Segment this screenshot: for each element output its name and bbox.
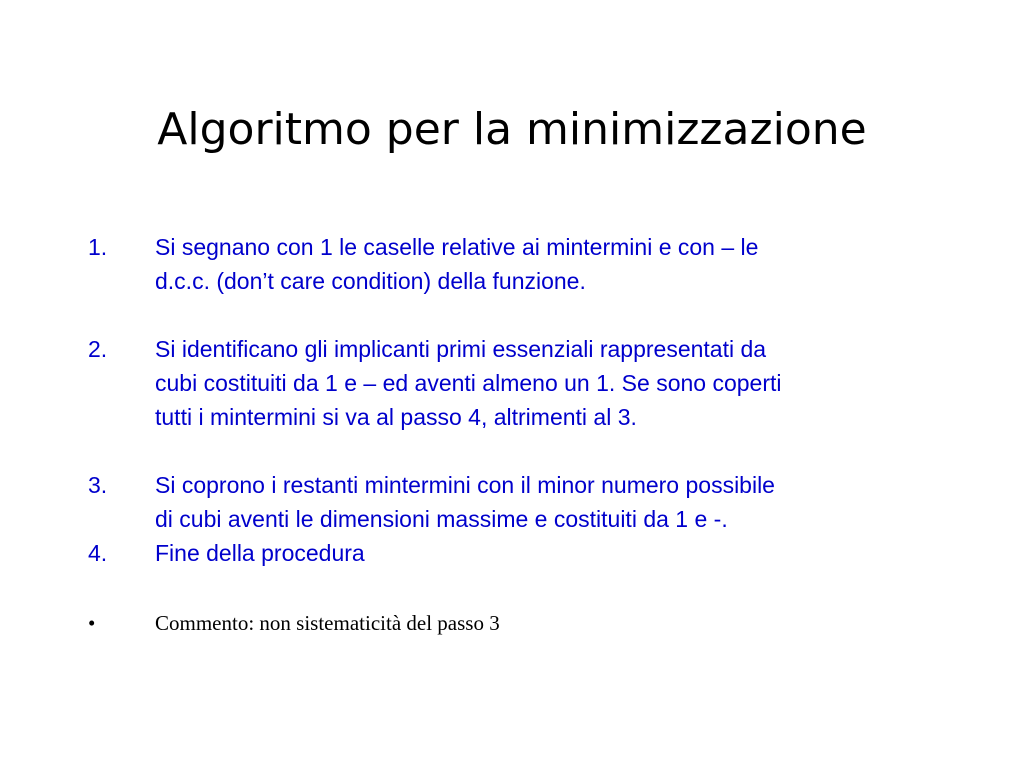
step-number: 4. [88, 540, 108, 566]
step-line: di cubi aventi le dimensioni massime e costituiti da 1 e -. [155, 506, 728, 532]
step-line: Fine della procedura [155, 540, 365, 566]
list-item-step-2 [88, 332, 948, 434]
step-line: Si identificano gli implicanti primi essenziali rappresentati da [155, 336, 767, 362]
step-number: 3. [88, 472, 108, 498]
comment-note [88, 608, 948, 638]
step-number: 2. [88, 336, 108, 362]
step-line: Si segnano con 1 le caselle relative ai mintermini e con – le [155, 234, 759, 260]
steps-list [88, 230, 948, 638]
slide-title: Algoritmo per la minimizzazione [157, 104, 867, 155]
step-line: cubi costituiti da 1 e – ed aventi almeno un 1. Se sono coperti [155, 370, 782, 396]
list-item-step-1 [88, 230, 948, 298]
step-line: Si coprono i restanti mintermini con il minor numero possibile [155, 472, 775, 498]
bullet-icon: • [88, 611, 96, 635]
step-line: d.c.c. (don’t care condition) della funzione. [155, 268, 586, 294]
comment-text: Commento: non sistematicità del passo 3 [155, 611, 500, 635]
list-item-step-4 [88, 536, 948, 570]
list-item-step-3 [88, 468, 948, 536]
step-number: 1. [88, 234, 108, 260]
step-line: tutti i mintermini si va al passo 4, altrimenti al 3. [155, 404, 637, 430]
